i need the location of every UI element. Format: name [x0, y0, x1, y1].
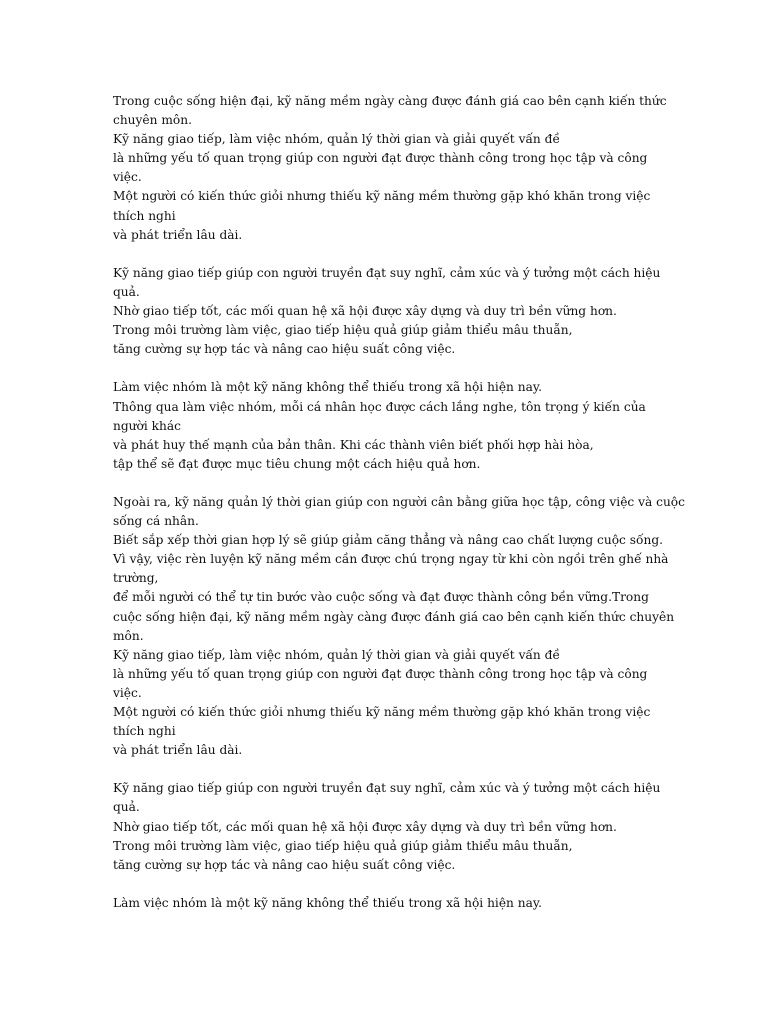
text-line: Một người có kiến thức giỏi nhưng thiếu kỹ năng mềm thường gặp khó khăn trong việc	[113, 189, 651, 204]
text-line: Trong cuộc sống hiện đại, kỹ năng mềm ngày càng được đánh giá cao bên cạnh kiến thức	[113, 94, 667, 108]
text-line: trường,	[113, 571, 159, 586]
text-line: thích nghi	[113, 724, 176, 739]
text-line: và phát triển lâu dài.	[113, 743, 243, 758]
text-line: việc.	[113, 685, 142, 700]
text-line: Thông qua làm việc nhóm, mỗi cá nhân học được cách lắng nghe, tôn trọng ý kiến của	[113, 399, 646, 414]
text-line: tăng cường sự hợp tác và nâng cao hiệu suất công việc.	[113, 342, 456, 357]
text-line: tập thể sẽ đạt được mục tiêu chung một cách hiệu quả hơn.	[113, 456, 481, 471]
blank-line	[113, 359, 661, 378]
text-line: Làm việc nhóm là một kỹ năng không thể thiếu trong xã hội hiện nay.	[113, 895, 543, 910]
text-line: là những yếu tố quan trọng giúp con người đạt được thành công trong học tập và công	[113, 151, 648, 166]
text-line: và phát huy thế mạnh của bản thân. Khi các thành viên biết phối hợp hài hòa,	[113, 437, 594, 452]
text-line: Ngoài ra, kỹ năng quản lý thời gian giúp con người cân bằng giữa học tập, công việc và cuộc	[113, 494, 685, 509]
text-line: quả.	[113, 284, 140, 299]
text-line: Một người có kiến thức giỏi nhưng thiếu kỹ năng mềm thường gặp khó khăn trong việc	[113, 705, 651, 719]
text-line: Kỹ năng giao tiếp, làm việc nhóm, quản lý thời gian và giải quyết vấn đề	[113, 132, 560, 147]
document-body-text	[113, 92, 685, 913]
text-line: Kỹ năng giao tiếp giúp con người truyền đạt suy nghĩ, cảm xúc và ý tưởng một cách hiệu	[113, 265, 661, 280]
text-line: cuộc sống hiện đại, kỹ năng mềm ngày càng được đánh giá cao bên cạnh kiến thức chuyên	[113, 609, 675, 624]
text-line: để mỗi người có thể tự tin bước vào cuộc sống và đạt được thành công bền vững.Trong	[113, 590, 649, 605]
text-line: Kỹ năng giao tiếp, làm việc nhóm, quản lý thời gian và giải quyết vấn đề	[113, 647, 560, 662]
text-line: sống cá nhân.	[113, 514, 199, 529]
text-line: là những yếu tố quan trọng giúp con người đạt được thành công trong học tập và công	[113, 666, 648, 681]
blank-line	[113, 474, 661, 493]
text-line: Nhờ giao tiếp tốt, các mối quan hệ xã hội được xây dựng và duy trì bền vững hơn.	[113, 304, 617, 319]
blank-line	[113, 760, 661, 779]
text-line: và phát triển lâu dài.	[113, 227, 243, 242]
text-line: Trong môi trường làm việc, giao tiếp hiệu quả giúp giảm thiểu mâu thuẫn,	[113, 838, 573, 853]
text-line: Vì vậy, việc rèn luyện kỹ năng mềm cần được chú trọng ngay từ khi còn ngồi trên ghế nhà	[113, 552, 669, 567]
text-line: Nhờ giao tiếp tốt, các mối quan hệ xã hội được xây dựng và duy trì bền vững hơn.	[113, 819, 617, 834]
text-line: Kỹ năng giao tiếp giúp con người truyền đạt suy nghĩ, cảm xúc và ý tưởng một cách hiệu	[113, 781, 661, 796]
text-line: chuyên môn.	[113, 113, 192, 128]
text-line: việc.	[113, 170, 142, 185]
text-line: quả.	[113, 800, 140, 815]
text-line: Làm việc nhóm là một kỹ năng không thể thiếu trong xã hội hiện nay.	[113, 380, 543, 395]
blank-line	[113, 245, 661, 264]
text-line: Trong môi trường làm việc, giao tiếp hiệu quả giúp giảm thiểu mâu thuẫn,	[113, 323, 573, 338]
text-line: người khác	[113, 418, 181, 433]
text-line: Biết sắp xếp thời gian hợp lý sẽ giúp giảm căng thẳng và nâng cao chất lượng cuộc sống.	[113, 533, 663, 548]
text-line: môn.	[113, 628, 144, 643]
blank-line	[113, 875, 661, 894]
text-line: thích nghi	[113, 208, 176, 223]
text-line: tăng cường sự hợp tác và nâng cao hiệu suất công việc.	[113, 857, 456, 872]
